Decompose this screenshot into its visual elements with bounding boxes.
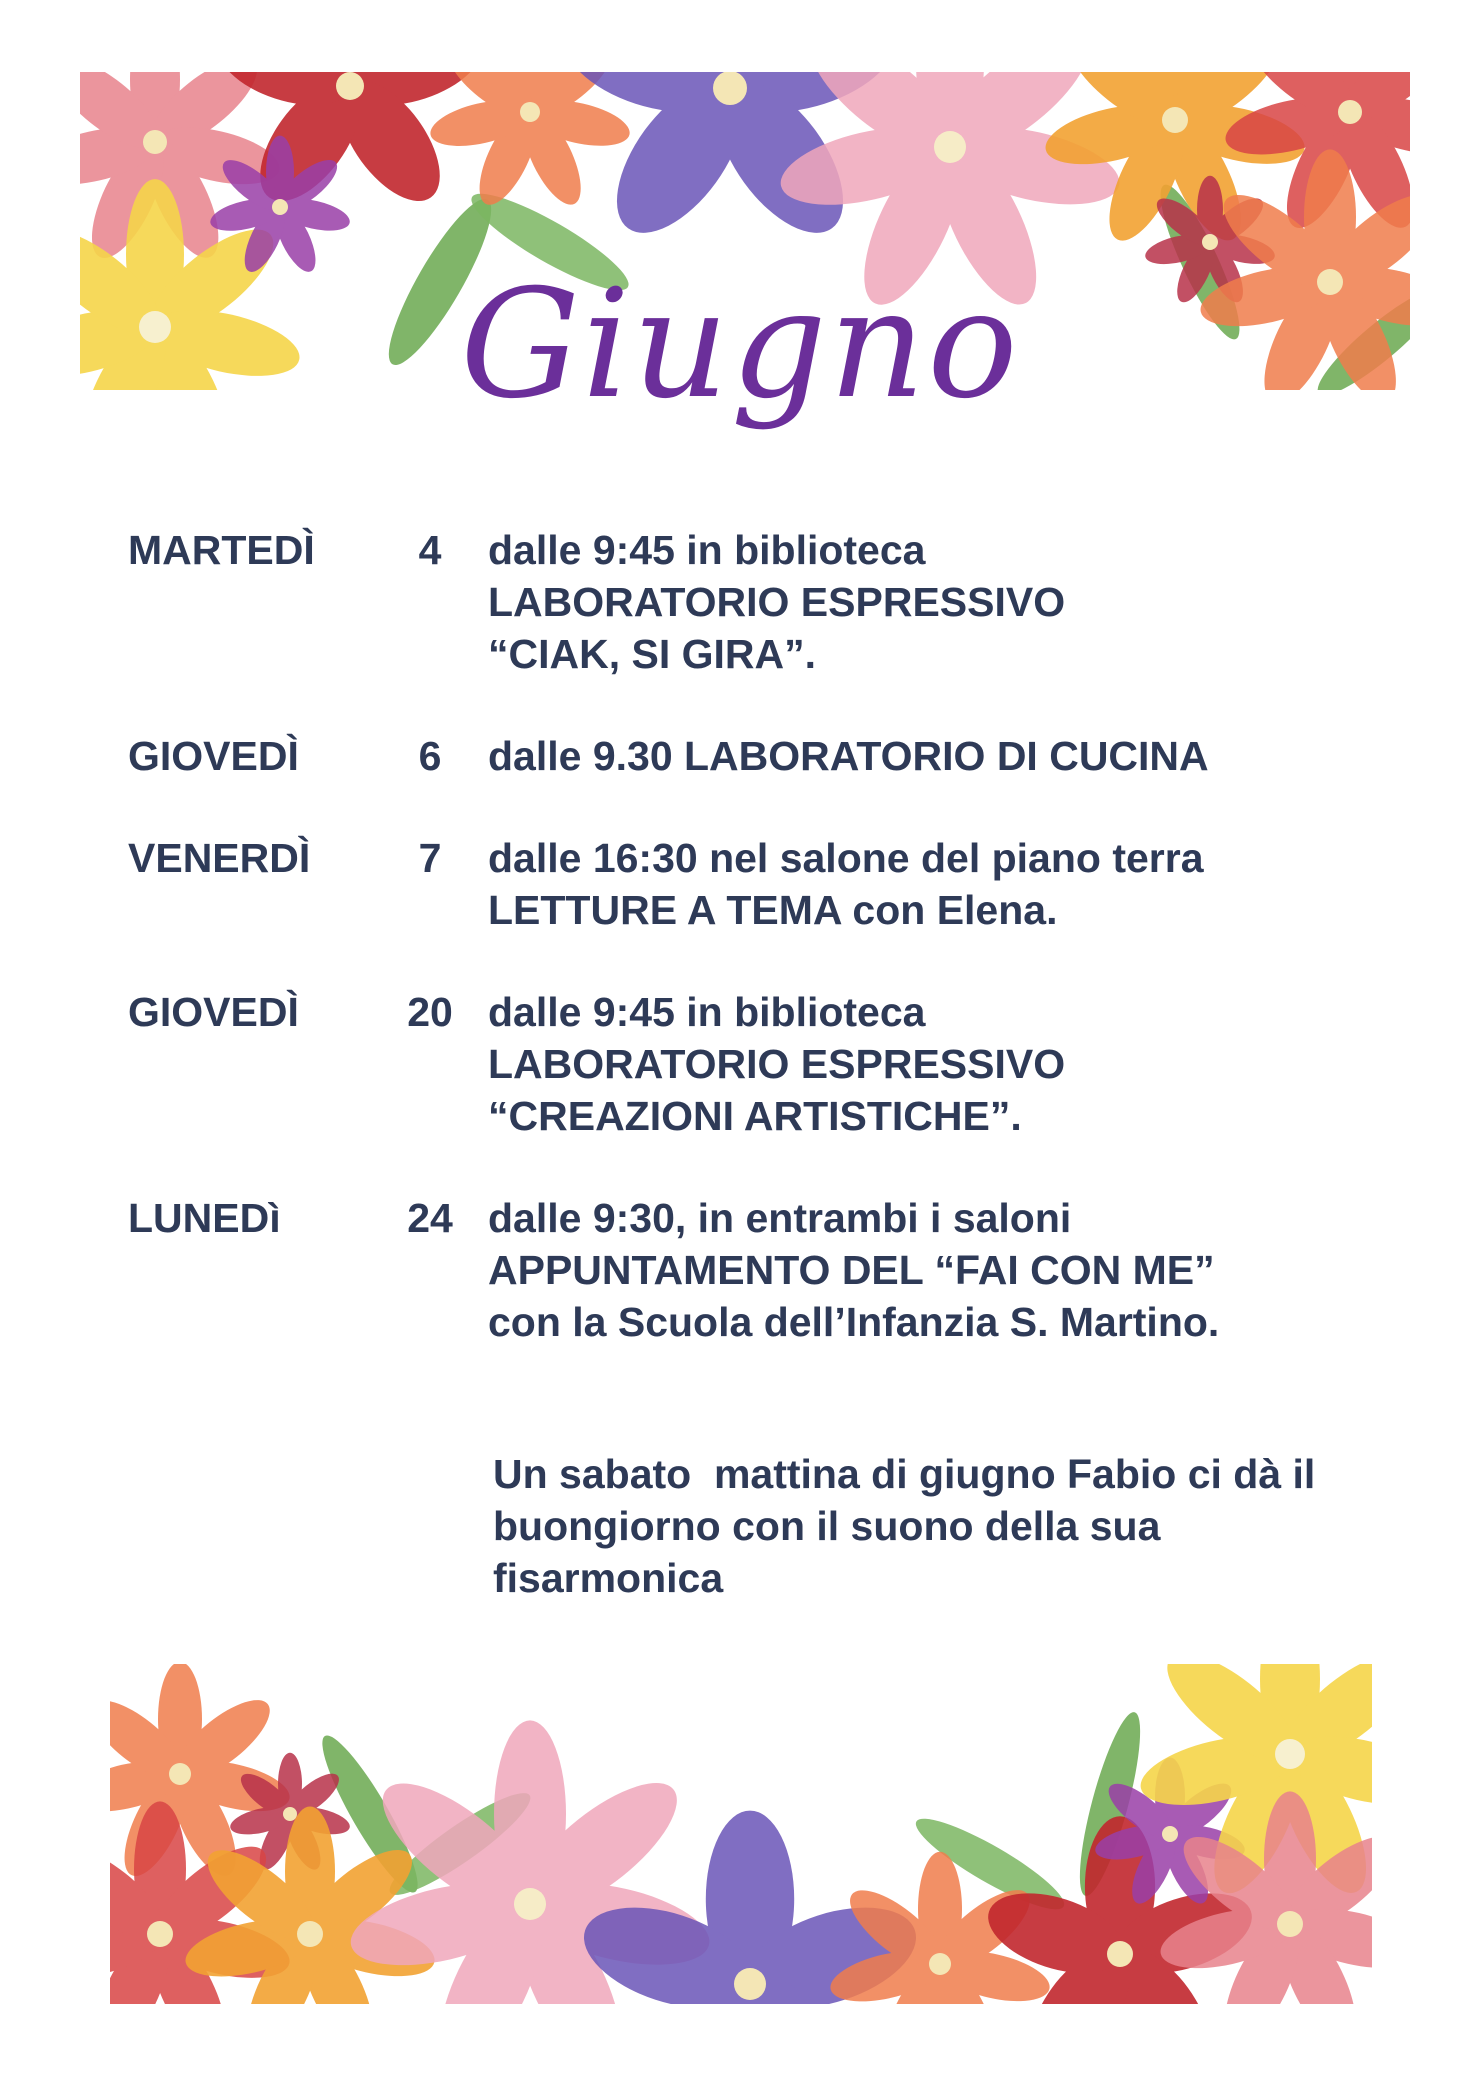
event-date: 4 <box>418 527 442 573</box>
event-line: dalle 9:45 in biblioteca <box>488 989 926 1035</box>
closing-note <box>493 1448 1413 1604</box>
event-line: LABORATORIO ESPRESSIVO <box>488 1041 1066 1087</box>
event-day: GIOVEDÌ <box>128 989 299 1035</box>
event-line: con la Scuola dell’Infanzia S. Martino. <box>488 1299 1220 1345</box>
event-row <box>128 1192 1428 1348</box>
event-date: 20 <box>407 989 453 1035</box>
event-description <box>488 524 1428 680</box>
page-title: Giugno <box>460 258 1020 432</box>
event-description <box>488 986 1428 1142</box>
event-row <box>128 832 1428 936</box>
event-day: VENERDÌ <box>128 835 311 881</box>
note-line: fisarmonica <box>493 1555 724 1601</box>
event-date: 6 <box>418 733 442 779</box>
event-line: dalle 9.30 LABORATORIO DI CUCINA <box>488 733 1209 779</box>
event-line: LABORATORIO ESPRESSIVO <box>488 579 1066 625</box>
event-date: 24 <box>407 1195 453 1241</box>
event-date: 7 <box>418 835 442 881</box>
event-day: LUNEDì <box>128 1195 281 1241</box>
event-line: dalle 16:30 nel salone del piano terra <box>488 835 1204 881</box>
event-line: APPUNTAMENTO DEL “FAI CON ME” <box>488 1247 1215 1293</box>
event-description <box>488 730 1428 782</box>
event-line: dalle 9:45 in biblioteca <box>488 527 926 573</box>
event-day: GIOVEDÌ <box>128 733 299 779</box>
event-line: LETTURE A TEMA con Elena. <box>488 887 1058 933</box>
note-line: Un sabato mattina di giugno Fabio ci dà il <box>493 1451 1316 1497</box>
event-description <box>488 832 1428 936</box>
event-row <box>128 524 1428 680</box>
flower-border-bottom <box>110 1664 1372 2004</box>
event-row <box>128 730 1428 782</box>
event-line: “CREAZIONI ARTISTICHE”. <box>488 1093 1022 1139</box>
note-line: buongiorno con il suono della sua <box>493 1503 1161 1549</box>
event-description <box>488 1192 1428 1348</box>
event-row <box>128 986 1428 1142</box>
event-day: MARTEDÌ <box>128 527 315 573</box>
event-line: “CIAK, SI GIRA”. <box>488 631 817 677</box>
event-line: dalle 9:30, in entrambi i saloni <box>488 1195 1072 1241</box>
bottom-floral-banner <box>110 1664 1372 2004</box>
event-schedule <box>128 524 1428 1398</box>
